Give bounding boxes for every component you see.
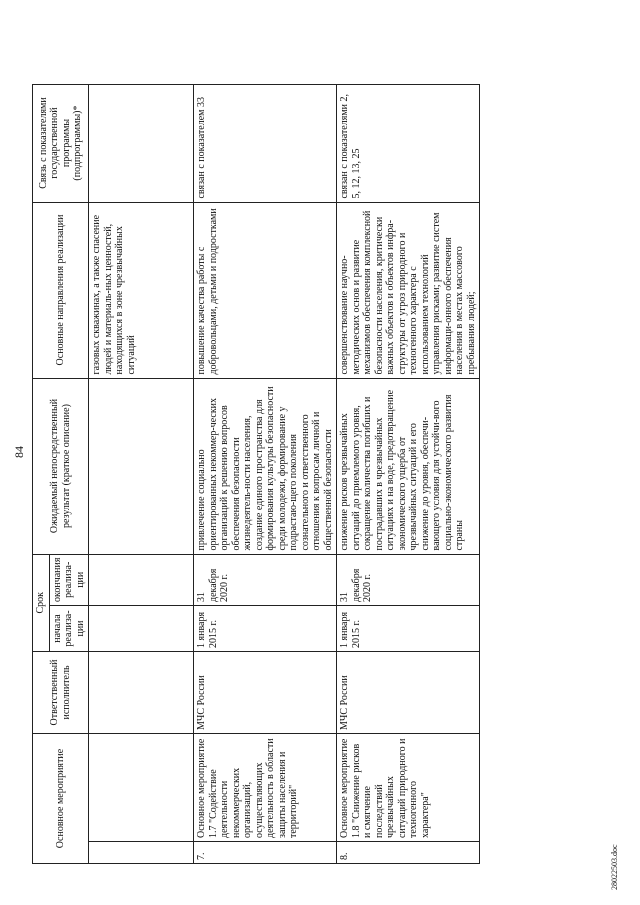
cont-executor	[89, 652, 194, 734]
row-number: 7.	[194, 842, 337, 864]
row-link: связан с показателями 2, 5, 12, 13, 25	[337, 84, 480, 202]
header-row	[33, 84, 50, 863]
rotated-sheet	[10, 12, 630, 892]
row-end: 31 декабря 2020 г.	[194, 554, 337, 605]
row-directions: совершенствование научно-методических основ и развитие механизмов обеспечения комплексной безопасности населения, критически важных объектов и объектов инфра-структуры от угроз природного и техногенного характера с использованием технологий управления рисками; развитие систем информаци-онного обеспечения населения в местах массового пребывания людей;	[337, 202, 480, 378]
header-link: Связь с показателями государственной программы (подпрограммы)*	[33, 84, 89, 202]
continuation-row	[89, 84, 194, 863]
header-executor: Ответственный исполнитель	[33, 652, 89, 734]
header-term: Срок	[33, 554, 50, 651]
row-result: снижение рисков чрезвычайных ситуаций до приемлемого уровня, сокращение количества погибших и пострадавших в чрезвычайных ситуациях и на воде, предотвращение экономического ущерба от чрезвычайных ситуаций и его снижение до уровня, обеспечи-вающего условия для устойчи-вого социально-экономического развития страны	[337, 378, 480, 554]
row-executor: МЧС России	[337, 652, 480, 734]
cont-end	[89, 554, 194, 605]
cont-num	[89, 842, 194, 864]
measures-table	[32, 84, 480, 864]
header-measure: Основное мероприятие	[33, 734, 89, 864]
page-number: 84	[12, 446, 26, 458]
header-term-end: окончания реализа-ции	[49, 554, 89, 605]
row-link: связан с показателем 33	[194, 84, 337, 202]
cont-link	[89, 84, 194, 202]
row-executor: МЧС России	[194, 652, 337, 734]
row-start: 1 января 2015 г.	[337, 606, 480, 652]
footer-filename: 28022503.doc	[610, 844, 619, 890]
row-measure: Основное мероприятие 1.8 "Снижение рисков и смягчение последствий чрезвычайных ситуаций природного и техногенного характера"	[337, 734, 480, 842]
row-result: привлечение социально ориентированных некоммер-ческих организаций к решению вопросов обеспечения безопасности жизнедеятель-ности населения, создание единого пространства для формирования культуры безопасности среди молодежи, формирование у подрастаю-щего поколения сознательного и ответственного отношения к вопросам личной и общественной безопасности	[194, 378, 337, 554]
cont-result	[89, 378, 194, 554]
row-measure: Основное мероприятие 1.7 "Содействие деятельности некоммерческих организаций, осуществляющих деятельность в области защиты населения и территорий"	[194, 734, 337, 842]
cont-directions: газовых скважинах, а также спасение людей и материаль-ных ценностей, находящихся в зоне чрезвычайных ситуаций	[89, 202, 194, 378]
row-number: 8.	[337, 842, 480, 864]
header-directions: Основные направления реализации	[33, 202, 89, 378]
table-row	[337, 84, 480, 863]
header-term-start: начала реализа-ции	[49, 606, 89, 652]
cont-start	[89, 606, 194, 652]
row-start: 1 января 2015 г.	[194, 606, 337, 652]
row-end: 31 декабря 2020 г.	[337, 554, 480, 605]
table-row	[194, 84, 337, 863]
header-result: Ожидаемый непосредственный результат (краткое описание)	[33, 378, 89, 554]
cont-measure	[89, 734, 194, 842]
row-directions: повышение качества работы с добровольцами, детьми и подростками	[194, 202, 337, 378]
